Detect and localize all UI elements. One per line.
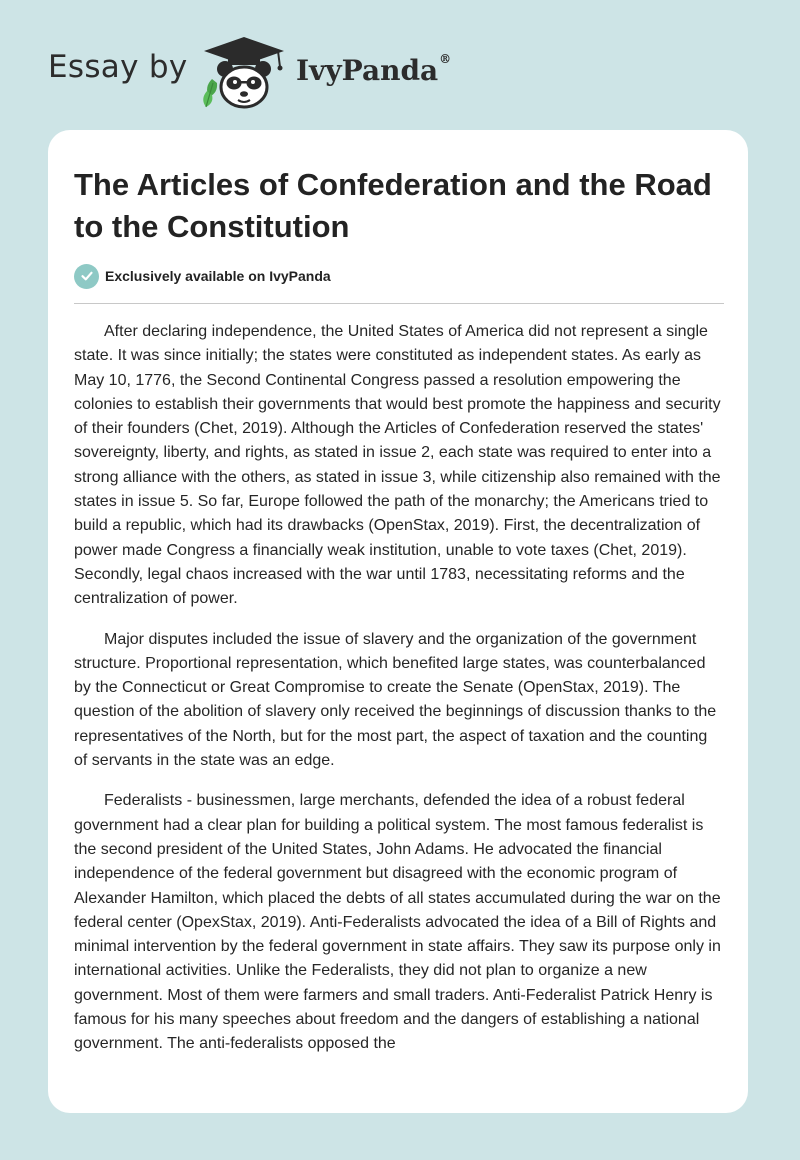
paragraph: After declaring independence, the United States of America did not represent a single state. It was since initially; the states were constituted as independent states. As early as May 10, 1776, the Second Continental Congress passed a resolution empowering the colonies to establish their governments that would best promote the happiness and security of their founders (Chet, 2019). Although the Articles of Confederation reserved the states' sovereignty, liberty, and rights, as stated in issue 2, each state was required to enter into a strong alliance with the others, as stated in issue 3, while citizenship also remained with the states in issue 5. So far, Europe followed the path of the monarchy; the Americans tried to build a republic, which had its drawbacks (OpenStax, 2019). First, the decentralization of power made Congress a financially weak institution, unable to vote taxes (Chet, 2019). Secondly, legal chaos increased with the war until 1783, necessitating reforms and the centralization of power. bbox=[74, 323, 721, 608]
paragraph: Major disputes included the issue of slavery and the organization of the government structure. Proportional representation, which benefited large states, was counterbalanced by the Connecticut or Great Compromise to create the Senate (OpenStax, 2019). The question of the abolition of slavery only received the beginnings of discussion thanks to the representatives of the North, but for the most part, the aspect of taxation and the counting of servants in the state was an edge. bbox=[74, 630, 717, 770]
registered-mark: ® bbox=[439, 52, 452, 66]
essay-title: The Articles of Confederation and the Road to the Constitution bbox=[74, 167, 712, 244]
paragraph: Federalists - businessmen, large merchants, defended the idea of a robust federal government had a clear plan for building a political system. The most famous federalist is the second president of the United States, John Adams. He advocated the financial independence of the federal government but disagreed with the economic program of Alexander Hamilton, which placed the debts of all states accumulated during the war on the federal center (OpexStax, 2019). Anti-Federalists advocated the idea of a Bill of Rights and minimal intervention by the federal government in state affairs. They saw its purpose only in international activities. Unlike the Federalists, they did not plan to organize a new government. Most of them were farmers and small traders. Anti-Federalist Patrick Henry is famous for his many speeches about freedom and the dangers of establishing a national government. The anti-federalists opposed the bbox=[74, 792, 721, 1053]
essay-body bbox=[74, 320, 724, 1073]
exclusive-badge bbox=[74, 263, 331, 289]
site-header bbox=[0, 0, 800, 130]
brand-name[interactable]: IvyPanda® bbox=[296, 52, 452, 87]
essay-card bbox=[48, 130, 748, 1113]
ivypanda-logo-icon[interactable] bbox=[198, 35, 292, 111]
exclusive-badge-text: Exclusively available on IvyPanda bbox=[105, 268, 331, 284]
check-icon bbox=[74, 264, 99, 289]
divider bbox=[74, 303, 724, 304]
essay-by-label: Essay by bbox=[48, 49, 188, 85]
